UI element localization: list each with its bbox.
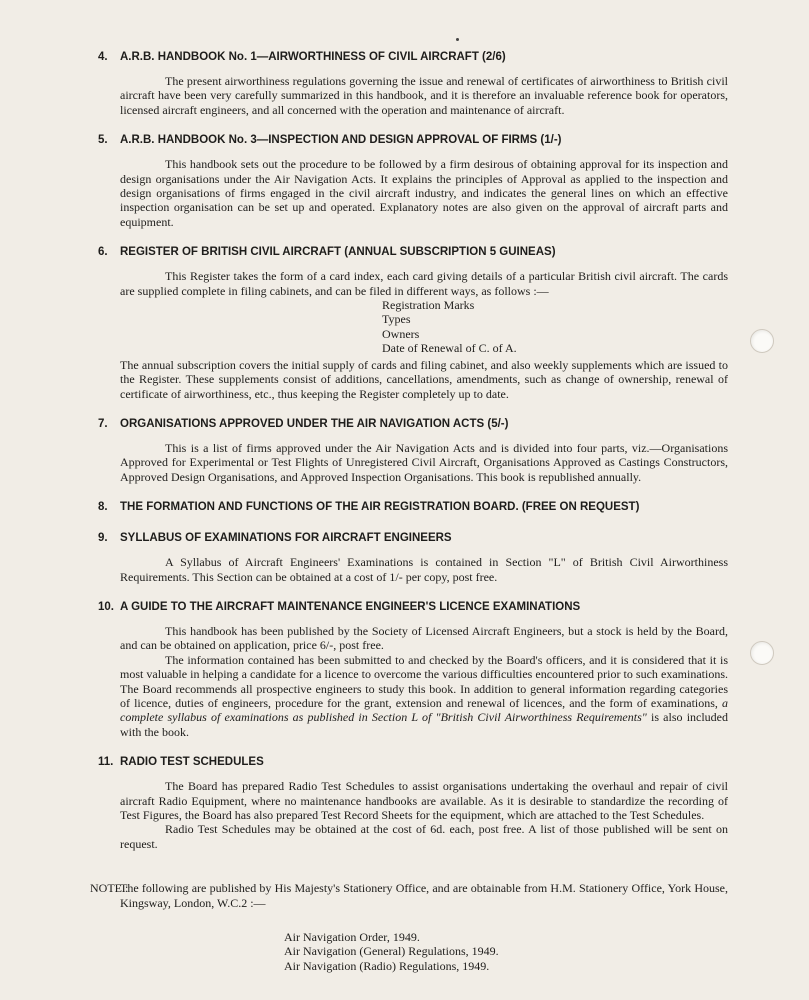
punch-hole-top — [750, 329, 774, 353]
section-8 — [98, 500, 728, 515]
register-filing-list — [382, 298, 728, 356]
document-content — [90, 50, 729, 973]
section-paragraph: A Syllabus of Aircraft Engineers' Examinations is contained in Section "L" of British Civil Airworthiness Requirements. This Section can be obtained at a cost of 1/- per copy, post free. — [120, 555, 728, 584]
section-number: 11. — [98, 756, 114, 769]
publication-item: Air Navigation (General) Regulations, 1949. — [284, 944, 499, 959]
section-paragraph: This is a list of firms approved under the Air Navigation Acts and is divided into four parts, viz.—Organisations Approved for Experimental or Test Flights of Unregistered Civil Aircraft, Organisations Approved as Castings Constructors, Approved Design Organisations, and Approved Inspection Organisations. This book is republished annually. — [120, 440, 728, 484]
section-number: 7. — [98, 417, 108, 430]
section-number: 9. — [98, 532, 108, 545]
section-paragraph: This handbook sets out the procedure to be followed by a firm desirous of obtaining approval for its inspection and design organisations under the Air Navigation Acts. It explains the principles of Approval as applied to the inspection and design organisations of firms engaged in the civil aircraft industry, and indicates the general lines on which an effective inspection organisation can be set up and operated. Explanatory notes are also given on the approval of aircraft parts and equipment. — [120, 157, 728, 229]
section-title: A GUIDE TO THE AIRCRAFT MAINTENANCE ENGINEER'S LICENCE EXAMINATIONS — [120, 600, 581, 613]
section-heading — [98, 417, 728, 432]
section-paragraph: The present airworthiness regulations governing the issue and renewal of certificates of airworthiness to British civil aircraft have been very carefully summarized in this handbook, and it is therefore an invaluable reference book for operators, licensed aircraft engineers, and all concerned with the operation and maintenance of aircraft. — [120, 74, 728, 117]
italic-citation: a complete syllabus of examinations as published in Section L of "British Civil Airworthiness Requirements" — [120, 695, 729, 725]
section-heading — [98, 245, 728, 260]
publication-item: Air Navigation Order, 1949. — [284, 930, 420, 945]
list-item: Owners — [382, 326, 420, 341]
section-title: A.R.B. HANDBOOK No. 3—INSPECTION AND DESIGN APPROVAL OF FIRMS (1/-) — [120, 134, 562, 147]
section-heading — [98, 755, 728, 770]
section-heading — [98, 531, 728, 546]
publication-item: Air Navigation (Radio) Regulations, 1949. — [284, 958, 490, 973]
list-item: Types — [382, 312, 411, 327]
section-title: RADIO TEST SCHEDULES — [120, 756, 264, 769]
section-number: 10. — [98, 600, 114, 613]
section-4 — [98, 50, 728, 117]
section-number: 5. — [98, 134, 108, 147]
hmso-note — [90, 881, 728, 910]
section-paragraph: Radio Test Schedules may be obtained at the cost of 6d. each, post free. A list of those published will be sent on request. — [120, 822, 728, 851]
section-number: 6. — [98, 246, 108, 259]
section-number: 4. — [98, 51, 108, 63]
list-item: Registration Marks — [382, 298, 475, 313]
section-title: SYLLABUS OF EXAMINATIONS FOR AIRCRAFT ENGINEERS — [120, 532, 452, 545]
section-title: A.R.B. HANDBOOK No. 1—AIRWORTHINESS OF CIVIL AIRCRAFT (2/6) — [120, 51, 506, 63]
section-9 — [98, 531, 728, 584]
paragraph-text: The information contained has been submitted to and checked by the Board's officers, and it is considered that it is most valuable in helping a candidate for a licence to overcome the various difficulties encountered prior to such examinations. The Board recommends all prospective engineers to study this book. In addition to general information regarding categories of licence, duties of engineers, procedure for the grant, extension and renewal of licences, and the form of examinations, — [120, 652, 728, 710]
ink-dot — [456, 38, 459, 41]
section-paragraph: This Register takes the form of a card index, each card giving details of a particular British civil aircraft. The cards are supplied complete in filing cabinets, and can be filed in different ways, as follows :— — [120, 269, 728, 298]
section-heading — [98, 133, 728, 148]
section-paragraph: The annual subscription covers the initial supply of cards and filing cabinet, and also weekly supplements which are issued to the Register. These supplements consist of additions, cancellations, amendments, such as change of ownership, renewal of certificate of airworthiness, etc., thus keeping the Register completely up to date. — [120, 357, 728, 401]
section-paragraph — [120, 653, 728, 739]
section-title: THE FORMATION AND FUNCTIONS OF THE AIR REGISTRATION BOARD. (FREE ON REQUEST) — [120, 501, 640, 514]
paragraph-text: is also included with the book. — [120, 710, 729, 739]
hmso-publications-list — [284, 930, 728, 973]
section-number: 8. — [98, 501, 108, 514]
section-11 — [98, 755, 728, 851]
section-title: REGISTER OF BRITISH CIVIL AIRCRAFT (ANNUAL SUBSCRIPTION 5 GUINEAS) — [120, 246, 556, 259]
section-heading — [98, 600, 728, 615]
section-6 — [98, 245, 728, 401]
section-title: ORGANISATIONS APPROVED UNDER THE AIR NAVIGATION ACTS (5/-) — [120, 417, 509, 430]
note-label: NOTE : — [90, 881, 129, 896]
section-10 — [98, 600, 728, 739]
section-paragraph: The Board has prepared Radio Test Schedules to assist organisations undertaking the overhaul and repair of civil aircraft Radio Equipment, where no maintenance handbooks are available. As it is desirable to standardize the recording of Test Figures, the Board has also prepared Test Record Sheets for the equipment, which are attached to the Test Schedules. — [120, 779, 728, 822]
punch-hole-bottom — [750, 641, 774, 665]
section-heading — [98, 50, 728, 65]
section-heading — [98, 500, 728, 515]
note-text: The following are published by His Majesty's Stationery Office, and are obtainable from H.M. Stationery Office, York House, Kingsway, London, W.C.2 :— — [120, 881, 728, 910]
list-item: Date of Renewal of C. of A. — [382, 341, 517, 356]
section-5 — [98, 133, 728, 229]
section-7 — [98, 417, 728, 484]
section-paragraph: This handbook has been published by the Society of Licensed Aircraft Engineers, but a stock is held by the Board, and can be obtained on application, price 6/-, post free. — [120, 623, 728, 653]
